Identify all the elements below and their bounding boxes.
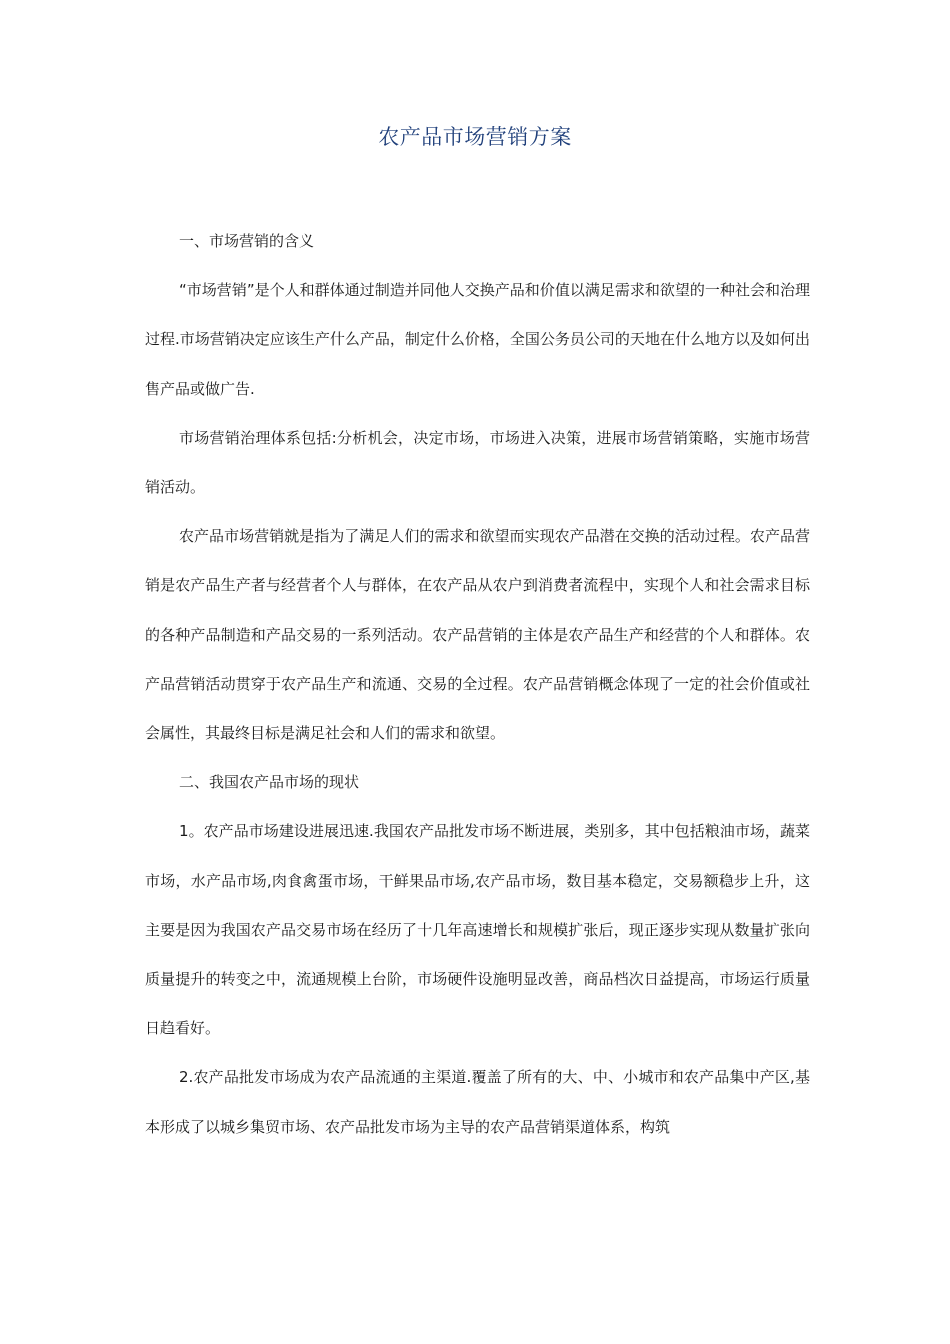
paragraph-4: 1。农产品市场建设进展迅速.我国农产品批发市场不断进展，类别多，其中包括粮油市场，蔬菜市场，水产品市场,肉食禽蛋市场，干鲜果品市场,农产品市场，数目基本稳定，交易额稳步上升，这主要是因为我国农产品交易市场在经历了十几年高速增长和规模扩张后，现正逐步实现从数量扩张向质量提升的转变之中，流通规模上台阶，市场硬件设施明显改善，商品档次日益提高，市场运行质量日趋看好。: [145, 822, 810, 1038]
section-heading-2: 二、我国农产品市场的现状: [179, 773, 360, 792]
paragraph-2: 市场营销治理体系包括:分析机会，决定市场，市场进入决策，进展市场营销策略，实施市场营销活动。: [145, 428, 810, 497]
document-body: [145, 217, 810, 1152]
document-title: 农产品市场营销方案: [378, 125, 572, 149]
paragraph-5: 2.农产品批发市场成为农产品流通的主渠道.覆盖了所有的大、中、小城市和农产品集中产区,基本形成了以城乡集贸市场、农产品批发市场为主导的农产品营销渠道体系，构筑: [145, 1068, 810, 1136]
paragraph-1: “市场营销”是个人和群体通过制造并同他人交换产品和价值以满足需求和欲望的一种社会和治理过程.市场营销决定应该生产什么产品，制定什么价格，全国公务员公司的天地在什么地方以及如何出售产品或做广告.: [145, 281, 810, 398]
section-heading-1: 一、市场营销的含义: [179, 232, 315, 250]
paragraph-3: 农产品市场营销就是指为了满足人们的需求和欲望而实现农产品潜在交换的活动过程。农产品营销是农产品生产者与经营者个人与群体，在农产品从农户到消费者流程中，实现个人和社会需求目标的各种产品制造和产品交易的一系列活动。农产品营销的主体是农产品生产和经营的个人和群体。农产品营销活动贯穿于农产品生产和流通、交易的全过程。农产品营销概念体现了一定的社会价值或社会属性，其最终目标是满足社会和人们的需求和欲望。: [145, 527, 810, 743]
